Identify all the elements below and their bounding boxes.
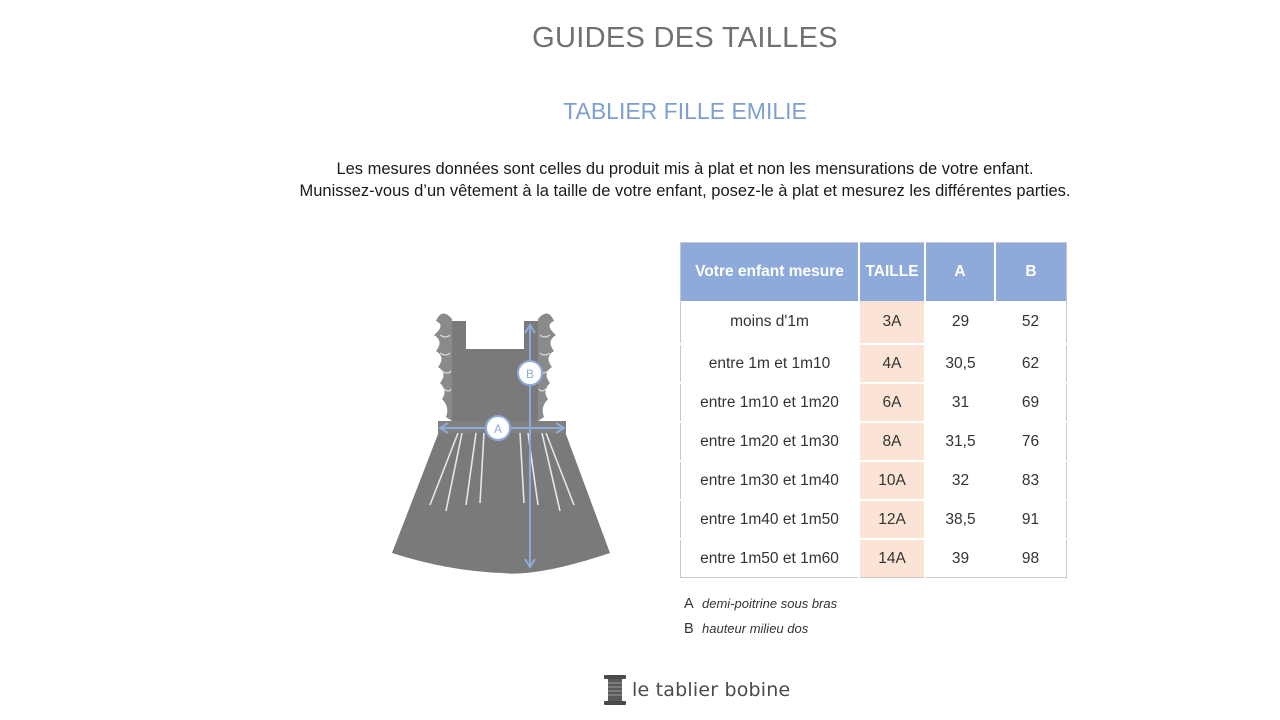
cell-b: 98	[995, 539, 1067, 578]
cell-a: 39	[925, 539, 995, 578]
cell-taille: 4A	[859, 344, 925, 383]
cell-taille: 14A	[859, 539, 925, 578]
table-row	[681, 383, 1067, 422]
cell-taille: 6A	[859, 383, 925, 422]
cell-b: 62	[995, 344, 1067, 383]
dress-ruffle-left	[434, 313, 452, 421]
spool-icon	[602, 673, 628, 707]
legend-item-a	[684, 595, 837, 620]
marker-a: A	[493, 422, 503, 436]
brand-name: le tablier bobine	[632, 679, 791, 701]
cell-b: 76	[995, 422, 1067, 461]
table-row	[681, 301, 1067, 344]
brand-logo	[602, 673, 790, 707]
cell-a: 31	[925, 383, 995, 422]
cell-a: 29	[951, 313, 970, 330]
legend-item-b	[684, 620, 837, 645]
cell-mesure: entre 1m10 et 1m20	[681, 383, 860, 422]
page-title: GUIDES DES TAILLES	[532, 22, 838, 54]
cell-mesure: entre 1m40 et 1m50	[681, 500, 860, 539]
table-header-row	[681, 243, 1067, 302]
cell-b: 83	[995, 461, 1067, 500]
table-row	[681, 500, 1067, 539]
cell-mesure: entre 1m20 et 1m30	[681, 422, 860, 461]
intro-line-2: Munissez-vous d’un vêtement à la taille de votre enfant, posez-le à plat et mesurez les différentes parties.	[299, 182, 1071, 200]
intro-line-1: Les mesures données sont celles du produit mis à plat et non les mensurations de votre enfant.	[336, 160, 1034, 178]
measurement-legend	[684, 595, 837, 645]
table-row	[681, 461, 1067, 500]
product-title: TABLIER FILLE EMILIE	[563, 98, 807, 124]
cell-b: 91	[995, 500, 1067, 539]
table-row	[681, 422, 1067, 461]
cell-a: 32	[925, 461, 995, 500]
cell-b: 69	[995, 383, 1067, 422]
dress-skirt	[392, 429, 610, 574]
cell-a: 30,5	[925, 344, 995, 383]
marker-b: B	[525, 367, 535, 381]
cell-taille: 12A	[859, 500, 925, 539]
dress-diagram	[388, 305, 614, 575]
legend-description: hauteur milieu dos	[702, 621, 809, 636]
legend-description: demi-poitrine sous bras	[702, 596, 838, 611]
intro-text	[0, 158, 1280, 202]
cell-taille: 10A	[859, 461, 925, 500]
header-taille: TAILLE	[859, 243, 925, 302]
cell-a: 31,5	[925, 422, 995, 461]
cell-mesure: entre 1m et 1m10	[681, 344, 860, 383]
cell-a: 38,5	[925, 500, 995, 539]
size-table	[680, 242, 1067, 578]
header-a: A	[925, 243, 995, 302]
cell-b: 52	[1021, 313, 1040, 330]
legend-key: B	[684, 621, 694, 637]
cell-mesure: moins d'1m	[730, 313, 809, 330]
cell-taille: 3A	[859, 301, 925, 344]
table-row	[681, 539, 1067, 578]
cell-mesure: entre 1m50 et 1m60	[681, 539, 860, 578]
cell-mesure: entre 1m30 et 1m40	[681, 461, 860, 500]
legend-key: A	[684, 596, 694, 612]
header-mesure: Votre enfant mesure	[681, 243, 860, 302]
header-b: B	[995, 243, 1067, 302]
table-row	[681, 344, 1067, 383]
cell-taille: 8A	[859, 422, 925, 461]
